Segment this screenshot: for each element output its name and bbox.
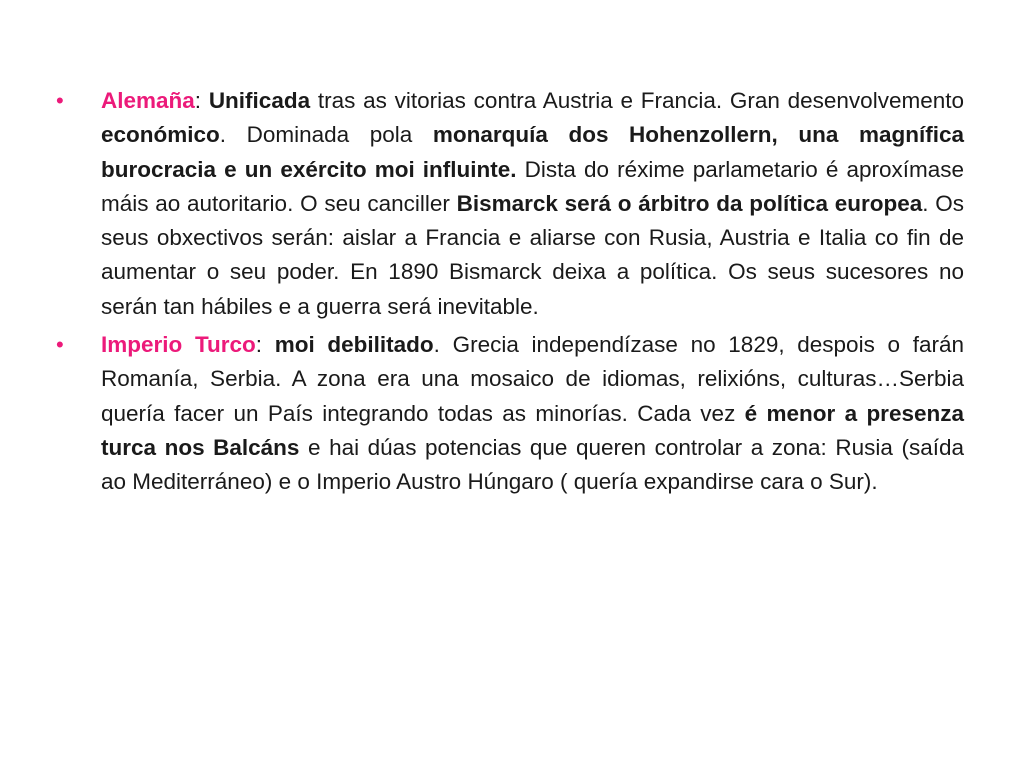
text-segment: : — [255, 332, 275, 358]
text-segment: tras as vitorias contra Austria e Francia. Gran desenvolvemento — [310, 88, 964, 113]
text-segment: : — [194, 88, 209, 113]
text-segment: Dista do réxime parlametario é aproxímase máis ao autoritario. O seu canciller — [101, 156, 964, 216]
bullet-list — [56, 84, 964, 504]
text-segment: . Dominada pola — [219, 122, 433, 148]
text-segment-bold: Unificada — [208, 88, 311, 113]
bullet-heading: Imperio Turco — [101, 332, 256, 358]
text-segment-bold: económico — [101, 122, 220, 148]
bullet-item-imperio-turco — [56, 328, 964, 499]
text-segment-bold: Bismarck será o árbitro da política europea — [456, 190, 923, 216]
text-segment-bold: é menor a presenza turca nos Balcáns — [101, 400, 964, 460]
text-segment: . Grecia independízase no 1829, despois o farán Romanía, Serbia. A zona era una mosaico de idiomas, relixións, culturas…Serbia quería facer un País integrando todas as minorías. Cada vez — [101, 332, 964, 426]
text-segment-bold: monarquía dos Hohenzollern, una magnífica burocracia e un exército moi influinte. — [101, 122, 964, 182]
bullet-item-alemana — [56, 84, 964, 324]
text-segment: e hai dúas potencias que queren controlar a zona: Rusia (saída ao Mediterráneo) e o Imperio Austro Húngaro ( quería expandirse cara o Sur). — [101, 434, 964, 495]
text-segment: . Os seus obxectivos serán: aislar a Francia e aliarse con Rusia, Austria e Italia co fin de aumentar o seu poder. En 1890 Bismarck deixa a política. Os seus sucesores no serán tan hábiles e a guerra será inevitable. — [101, 190, 964, 319]
bullet-icon: • — [56, 332, 64, 358]
bullet-heading: Alemaña — [101, 88, 195, 113]
text-segment-bold: moi debilitado — [274, 332, 434, 358]
bullet-icon: • — [56, 88, 64, 113]
